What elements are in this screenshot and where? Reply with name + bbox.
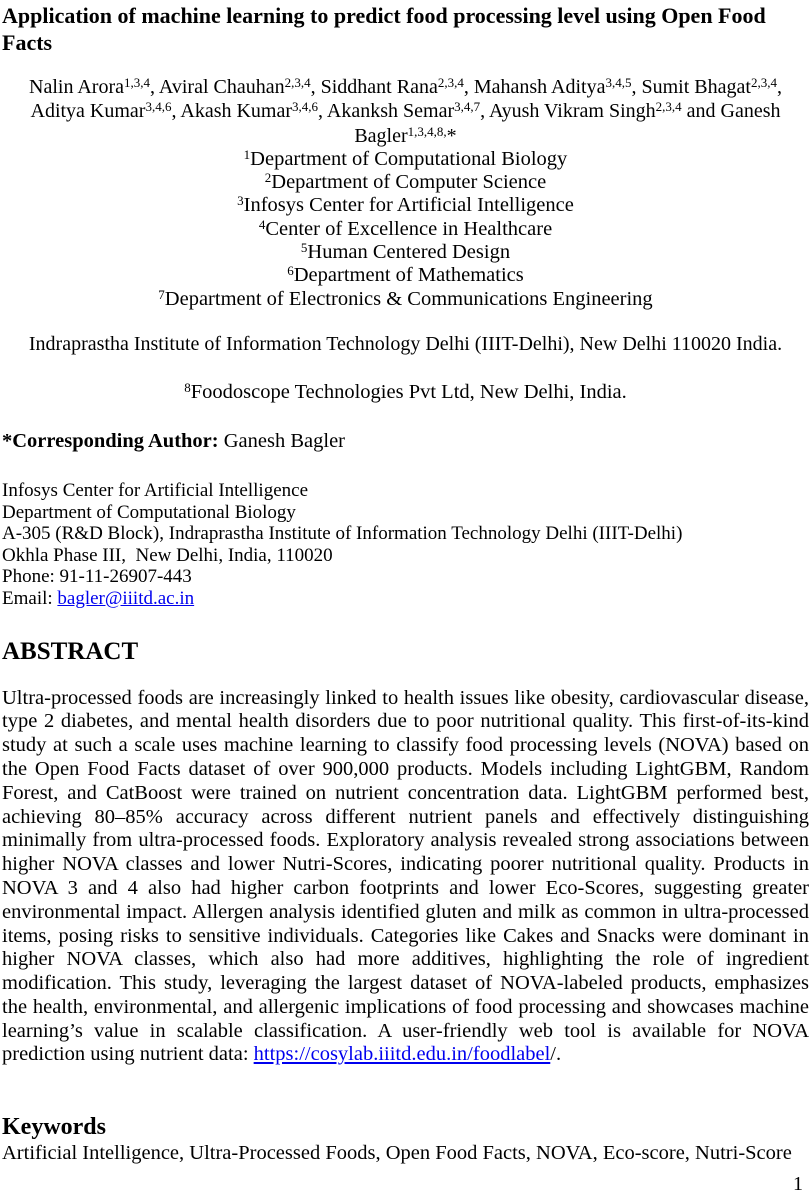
affiliation-superscript: 4 — [258, 216, 266, 232]
abstract-paragraph — [2, 687, 809, 1068]
contact-line: Infosys Center for Artificial Intelligence — [2, 479, 309, 501]
contact-line: A-305 (R&D Block), Indraprastha Institute of Information Technology Delhi (IIIT-Delhi) — [2, 523, 683, 545]
affiliation-superscript: 1 — [243, 146, 251, 162]
author-name-text: Aditya Kumar — [30, 100, 146, 123]
author-name-text: * — [446, 124, 457, 147]
affiliation-superscript: 8 — [184, 379, 191, 395]
affiliation-text: Human Centered Design — [307, 241, 511, 264]
affiliation-text: Department of Mathematics — [293, 264, 524, 287]
author-line — [2, 124, 809, 148]
affiliation-item — [2, 171, 809, 194]
keywords-text: Artificial Intelligence, Ultra-Processed Foods, Open Food Facts, NOVA, Eco-score, Nutri-Score — [2, 1142, 792, 1165]
affiliation-item — [2, 194, 809, 217]
author-superscript: 2,3,4 — [284, 75, 311, 90]
abstract-text-after-link: /. — [550, 1043, 562, 1066]
author-name-text: , Sumit Bhagat — [631, 76, 751, 98]
affiliation-text: Infosys Center for Artificial Intelligence — [243, 194, 574, 217]
keywords-heading: Keywords — [2, 1114, 106, 1141]
affiliation-item — [2, 218, 809, 241]
corresponding-author-label: *Corresponding Author: — [2, 429, 219, 452]
abstract-heading: ABSTRACT — [2, 637, 139, 665]
author-line — [2, 75, 809, 99]
affiliation-item — [2, 264, 809, 287]
author-name-text: , Aviral Chauhan — [150, 76, 285, 98]
contact-line: Okhla Phase III, New Delhi, India, 110020 — [2, 544, 333, 566]
affiliation-superscript: 5 — [300, 240, 308, 256]
affiliation-superscript: 2 — [264, 170, 272, 186]
author-superscript: 2,3,4 — [437, 75, 464, 90]
author-name-text: Nalin Arora — [29, 76, 125, 98]
author-line — [2, 99, 809, 123]
author-name-text: Bagler — [354, 124, 408, 147]
paper-title: Application of machine learning to predict food processing level using Open Food Facts — [2, 3, 766, 55]
contact-block — [2, 480, 809, 610]
abstract-text: Ultra-processed foods are increasingly linked to health issues like obesity, cardiovascular disease, type 2 diabetes, and mental health disorders due to poor nutritional quality. This first-of-its-kind study at such a scale uses machine learning to classify food processing levels (NOVA) based on the Open Food Facts dataset of over 900,000 products. Models including LightGBM, Random Forest, and CatBoost were trained on nutrient concentration data. LightGBM performed best, achieving 80–85% accuracy across different nutrient panels and effectively distinguishing minimally from ultra-processed foods. Exploratory analysis revealed strong associations between higher NOVA classes and lower Nutri-Scores, indicating poorer nutritional quality. Products in NOVA 3 and 4 also had higher carbon footprints and lower Eco-Scores, suggesting greater environmental impact. Allergen analysis identified gluten and milk as common in ultra-processed items, posing risks to sensitive individuals. Categories like Cakes and Snacks were dominant in higher NOVA classes, which also had more additives, highlighting the role of ingredient modification. This study, leveraging the largest dataset of NOVA-labeled products, emphasizes the health, environmental, and allergenic implications of food processing and showcases machine learning’s value in scalable classification. A user-friendly web tool is available for NOVA prediction using nutrient data: — [2, 686, 809, 1066]
affiliation-superscript: 3 — [237, 193, 244, 209]
contact-line: Department of Computational Biology — [2, 501, 296, 523]
author-superscript: 1,3,4,8, — [407, 123, 447, 139]
affiliation-8 — [2, 381, 809, 404]
author-superscript: 3,4,5 — [605, 75, 632, 90]
affiliation-superscript: 7 — [158, 286, 165, 302]
author-superscript: 3,4,6 — [145, 99, 172, 115]
author-list — [2, 75, 809, 148]
author-name-text: and Ganesh — [681, 100, 781, 123]
author-superscript: 1,3,4 — [124, 75, 151, 90]
affiliation-text: Department of Computational Biology — [250, 147, 568, 170]
author-name-text: , Mahansh Aditya — [463, 76, 606, 98]
corresponding-author-line — [2, 430, 809, 453]
affiliation-list — [2, 148, 809, 311]
author-name-text: , Akanksh Semar — [318, 100, 455, 123]
page-number: 1 — [793, 1173, 803, 1195]
email-label: Email: — [2, 587, 58, 609]
phone-line: Phone: 91-11-26907-443 — [2, 566, 192, 588]
author-superscript: 2,3,4 — [655, 99, 682, 115]
author-name-text: , Akash Kumar — [171, 100, 293, 123]
author-superscript: 3,4,6 — [292, 99, 319, 115]
author-name-text: , Ayush Vikram Singh — [480, 100, 656, 123]
author-name-text: , — [776, 76, 782, 98]
author-name-text: , Siddhant Rana — [310, 76, 438, 98]
foodlabel-link[interactable]: https://cosylab.iiitd.edu.in/foodlabel — [253, 1043, 551, 1066]
affiliation-item — [2, 148, 809, 171]
institute-line: Indraprastha Institute of Information Technology Delhi (IIIT-Delhi), New Delhi 110020 India. — [28, 332, 783, 355]
corresponding-author-name: Ganesh Bagler — [218, 429, 345, 452]
affiliation-text: Department of Computer Science — [271, 171, 547, 194]
author-superscript: 3,4,7 — [454, 99, 481, 115]
affiliation-item — [2, 241, 809, 264]
email-line — [2, 588, 809, 610]
affiliation-text: Foodoscope Technologies Pvt Ltd, New Delhi, India. — [190, 380, 627, 403]
affiliation-text: Center of Excellence in Healthcare — [265, 217, 553, 240]
affiliation-superscript: 6 — [287, 263, 294, 279]
affiliation-item — [2, 288, 809, 311]
affiliation-text: Department of Electronics & Communications Engineering — [164, 287, 653, 310]
author-superscript: 2,3,4 — [750, 75, 777, 90]
email-link[interactable]: bagler@iiitd.ac.in — [57, 587, 195, 609]
